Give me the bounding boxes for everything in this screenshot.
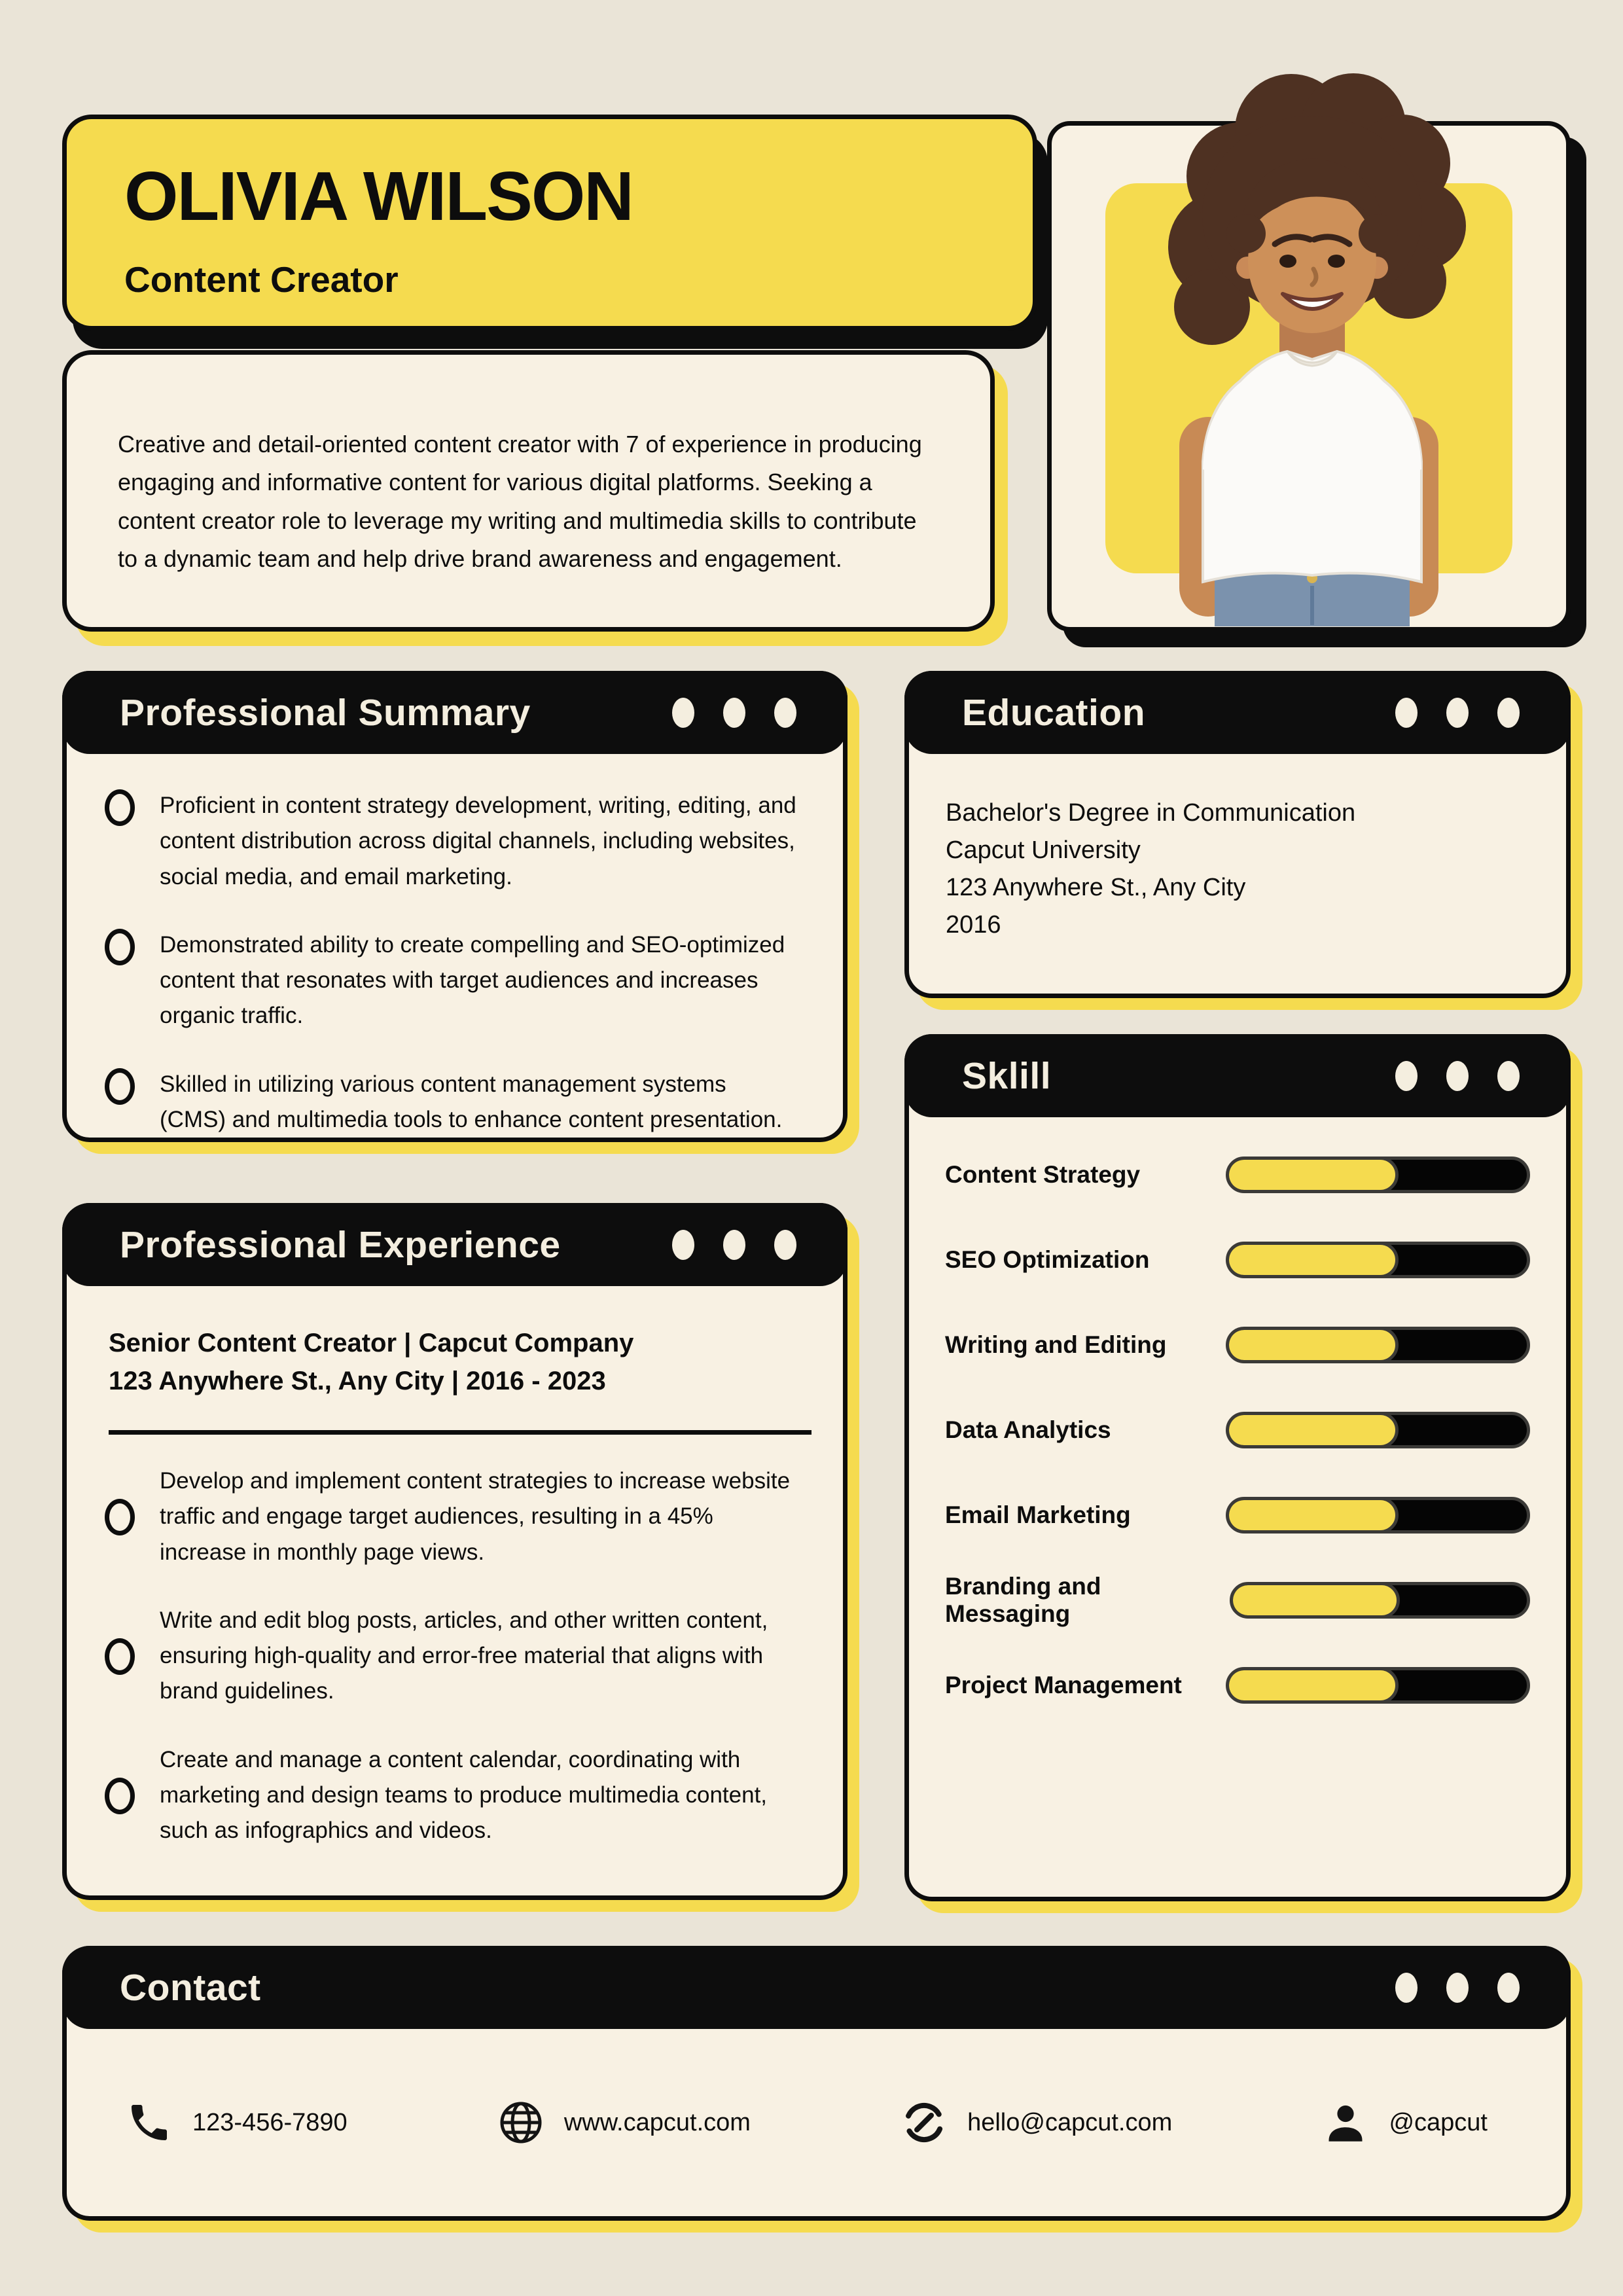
- person-icon: [1322, 2099, 1369, 2146]
- bullet-ring-icon: [105, 929, 135, 965]
- skill-label: Writing and Editing: [945, 1331, 1167, 1358]
- summary-bullet-list: [67, 754, 843, 1138]
- window-dot-icon: [1446, 1061, 1469, 1091]
- skill-progress-bar: [1226, 1497, 1530, 1534]
- window-dot-icon: [1395, 698, 1418, 728]
- skill-progress-bar: [1226, 1667, 1530, 1704]
- section-header: [62, 671, 847, 754]
- globe-icon: [497, 2099, 544, 2146]
- about-card: [62, 350, 995, 632]
- skill-progress-fill: [1226, 1327, 1399, 1363]
- contact-phone-text: 123-456-7890: [192, 2108, 348, 2136]
- education-card: [904, 671, 1571, 998]
- bullet-ring-icon: [105, 1778, 135, 1814]
- bullet-text: Write and edit blog posts, articles, and other written content, ensuring high-quality and error-free material that aligns with brand guidelines.: [160, 1607, 768, 1704]
- window-dot-icon: [774, 698, 796, 728]
- skill-label: Branding and Messaging: [945, 1573, 1101, 1627]
- contact-phone: [126, 2099, 348, 2146]
- window-dot-icon: [1395, 1061, 1418, 1091]
- skill-label: Project Management: [945, 1672, 1182, 1698]
- contact-email: [901, 2099, 1172, 2146]
- experience-card: [62, 1203, 847, 1900]
- window-dot-icon: [1395, 1973, 1418, 2003]
- window-dot-icon: [1497, 1061, 1520, 1091]
- bullet-text: Develop and implement content strategies to increase website traffic and engage target audiences, resulting in a 45% increase in monthly page views.: [160, 1468, 791, 1565]
- skill-label: Data Analytics: [945, 1416, 1111, 1443]
- window-dot-icon: [1497, 698, 1520, 728]
- experience-bullet-list: [67, 1435, 843, 1848]
- bullet-ring-icon: [105, 789, 135, 826]
- section-title: Education: [962, 691, 1146, 734]
- skill-progress-fill: [1226, 1412, 1399, 1448]
- professional-summary-card: [62, 671, 847, 1142]
- bullet-ring-icon: [105, 1499, 135, 1535]
- list-item: [105, 788, 797, 895]
- window-dot-icon: [672, 698, 694, 728]
- section-header: [904, 1034, 1571, 1117]
- bullet-ring-icon: [105, 1638, 135, 1675]
- section-title: Sklill: [962, 1054, 1052, 1097]
- skill-progress-fill: [1226, 1157, 1399, 1193]
- skill-label: Content Strategy: [945, 1161, 1141, 1188]
- profile-photo: [1106, 50, 1512, 626]
- window-dots: [672, 698, 796, 728]
- window-dot-icon: [1446, 1973, 1469, 2003]
- bullet-text: Skilled in utilizing various content management systems (CMS) and multimedia tools to enhance content presentation.: [160, 1071, 783, 1132]
- divider: [109, 1430, 812, 1435]
- education-address: 123 Anywhere St., Any City: [946, 874, 1246, 901]
- window-dots: [1395, 1061, 1520, 1091]
- skill-label: SEO Optimization: [945, 1246, 1150, 1273]
- skill-progress-fill: [1226, 1242, 1399, 1278]
- skill-progress-bar: [1226, 1412, 1530, 1448]
- link-icon: [901, 2099, 948, 2146]
- section-header: [904, 671, 1571, 754]
- list-item: [105, 927, 797, 1034]
- experience-dates: 123 Anywhere St., Any City | 2016 - 2023: [109, 1367, 606, 1395]
- contact-website-text: www.capcut.com: [563, 2108, 751, 2136]
- candidate-title: Content Creator: [124, 259, 399, 300]
- section-title: Contact: [120, 1966, 261, 2009]
- bullet-text: Demonstrated ability to create compelling and SEO-optimized content that resonates with target audiences and increases organic traffic.: [160, 931, 785, 1029]
- list-item: [105, 1603, 797, 1710]
- education-degree: Bachelor's Degree in Communication: [946, 799, 1356, 827]
- skill-progress-fill: [1230, 1582, 1400, 1619]
- skill-row: [945, 1667, 1530, 1704]
- section-header: [62, 1946, 1571, 2029]
- window-dot-icon: [723, 1230, 745, 1260]
- bullet-text: Proficient in content strategy development, writing, editing, and content distribution across digital channels, including websites, social media, and email marketing.: [160, 793, 796, 889]
- skill-row: [945, 1242, 1530, 1278]
- skill-progress-fill: [1226, 1667, 1399, 1704]
- experience-role: Senior Content Creator | Capcut Company: [109, 1329, 634, 1357]
- skill-progress-bar: [1226, 1242, 1530, 1278]
- skill-progress-fill: [1226, 1497, 1399, 1534]
- skill-progress-bar: [1226, 1327, 1530, 1363]
- skill-progress-bar: [1230, 1582, 1530, 1619]
- section-title: Professional Summary: [120, 691, 531, 734]
- section-header: [62, 1203, 847, 1286]
- education-school: Capcut University: [946, 836, 1141, 864]
- candidate-name: OLIVIA WILSON: [124, 158, 633, 235]
- window-dots: [1395, 698, 1520, 728]
- skill-list: [909, 1117, 1566, 1704]
- section-title: Professional Experience: [120, 1223, 561, 1266]
- window-dot-icon: [774, 1230, 796, 1260]
- list-item: [105, 1742, 797, 1849]
- skill-row: [945, 1573, 1530, 1627]
- window-dots: [672, 1230, 796, 1260]
- window-dots: [1395, 1973, 1520, 2003]
- education-year: 2016: [946, 911, 1001, 939]
- name-banner: [62, 115, 1037, 331]
- skill-row: [945, 1327, 1530, 1363]
- skills-card: [904, 1034, 1571, 1901]
- contact-social-text: @capcut: [1389, 2108, 1488, 2136]
- skill-row: [945, 1497, 1530, 1534]
- about-text: Creative and detail-oriented content creator with 7 of experience in producing engaging and informative content for various digital platforms. Seeking a content creator role to leverage my writing and multimedia skills to contribute to a dynamic team and help drive brand awareness and engagement.: [118, 431, 922, 572]
- list-item: [105, 1463, 797, 1570]
- window-dot-icon: [1446, 698, 1469, 728]
- contact-list: [67, 2029, 1566, 2216]
- contact-website: [497, 2099, 751, 2146]
- window-dot-icon: [1497, 1973, 1520, 2003]
- skill-row: [945, 1412, 1530, 1448]
- education-details: [909, 754, 1566, 944]
- bullet-ring-icon: [105, 1068, 135, 1105]
- skill-progress-bar: [1226, 1157, 1530, 1193]
- bullet-text: Create and manage a content calendar, coordinating with marketing and design teams to produce multimedia content, such as infographics and videos.: [160, 1746, 768, 1843]
- contact-social: [1322, 2099, 1488, 2146]
- window-dot-icon: [672, 1230, 694, 1260]
- skill-row: [945, 1157, 1530, 1193]
- window-dot-icon: [723, 698, 745, 728]
- skill-label: Email Marketing: [945, 1501, 1131, 1528]
- experience-role-block: [67, 1286, 843, 1400]
- contact-card: [62, 1946, 1571, 2221]
- phone-icon: [126, 2099, 173, 2146]
- photo-card: [1047, 121, 1571, 632]
- list-item: [105, 1067, 797, 1138]
- contact-email-text: hello@capcut.com: [967, 2108, 1173, 2136]
